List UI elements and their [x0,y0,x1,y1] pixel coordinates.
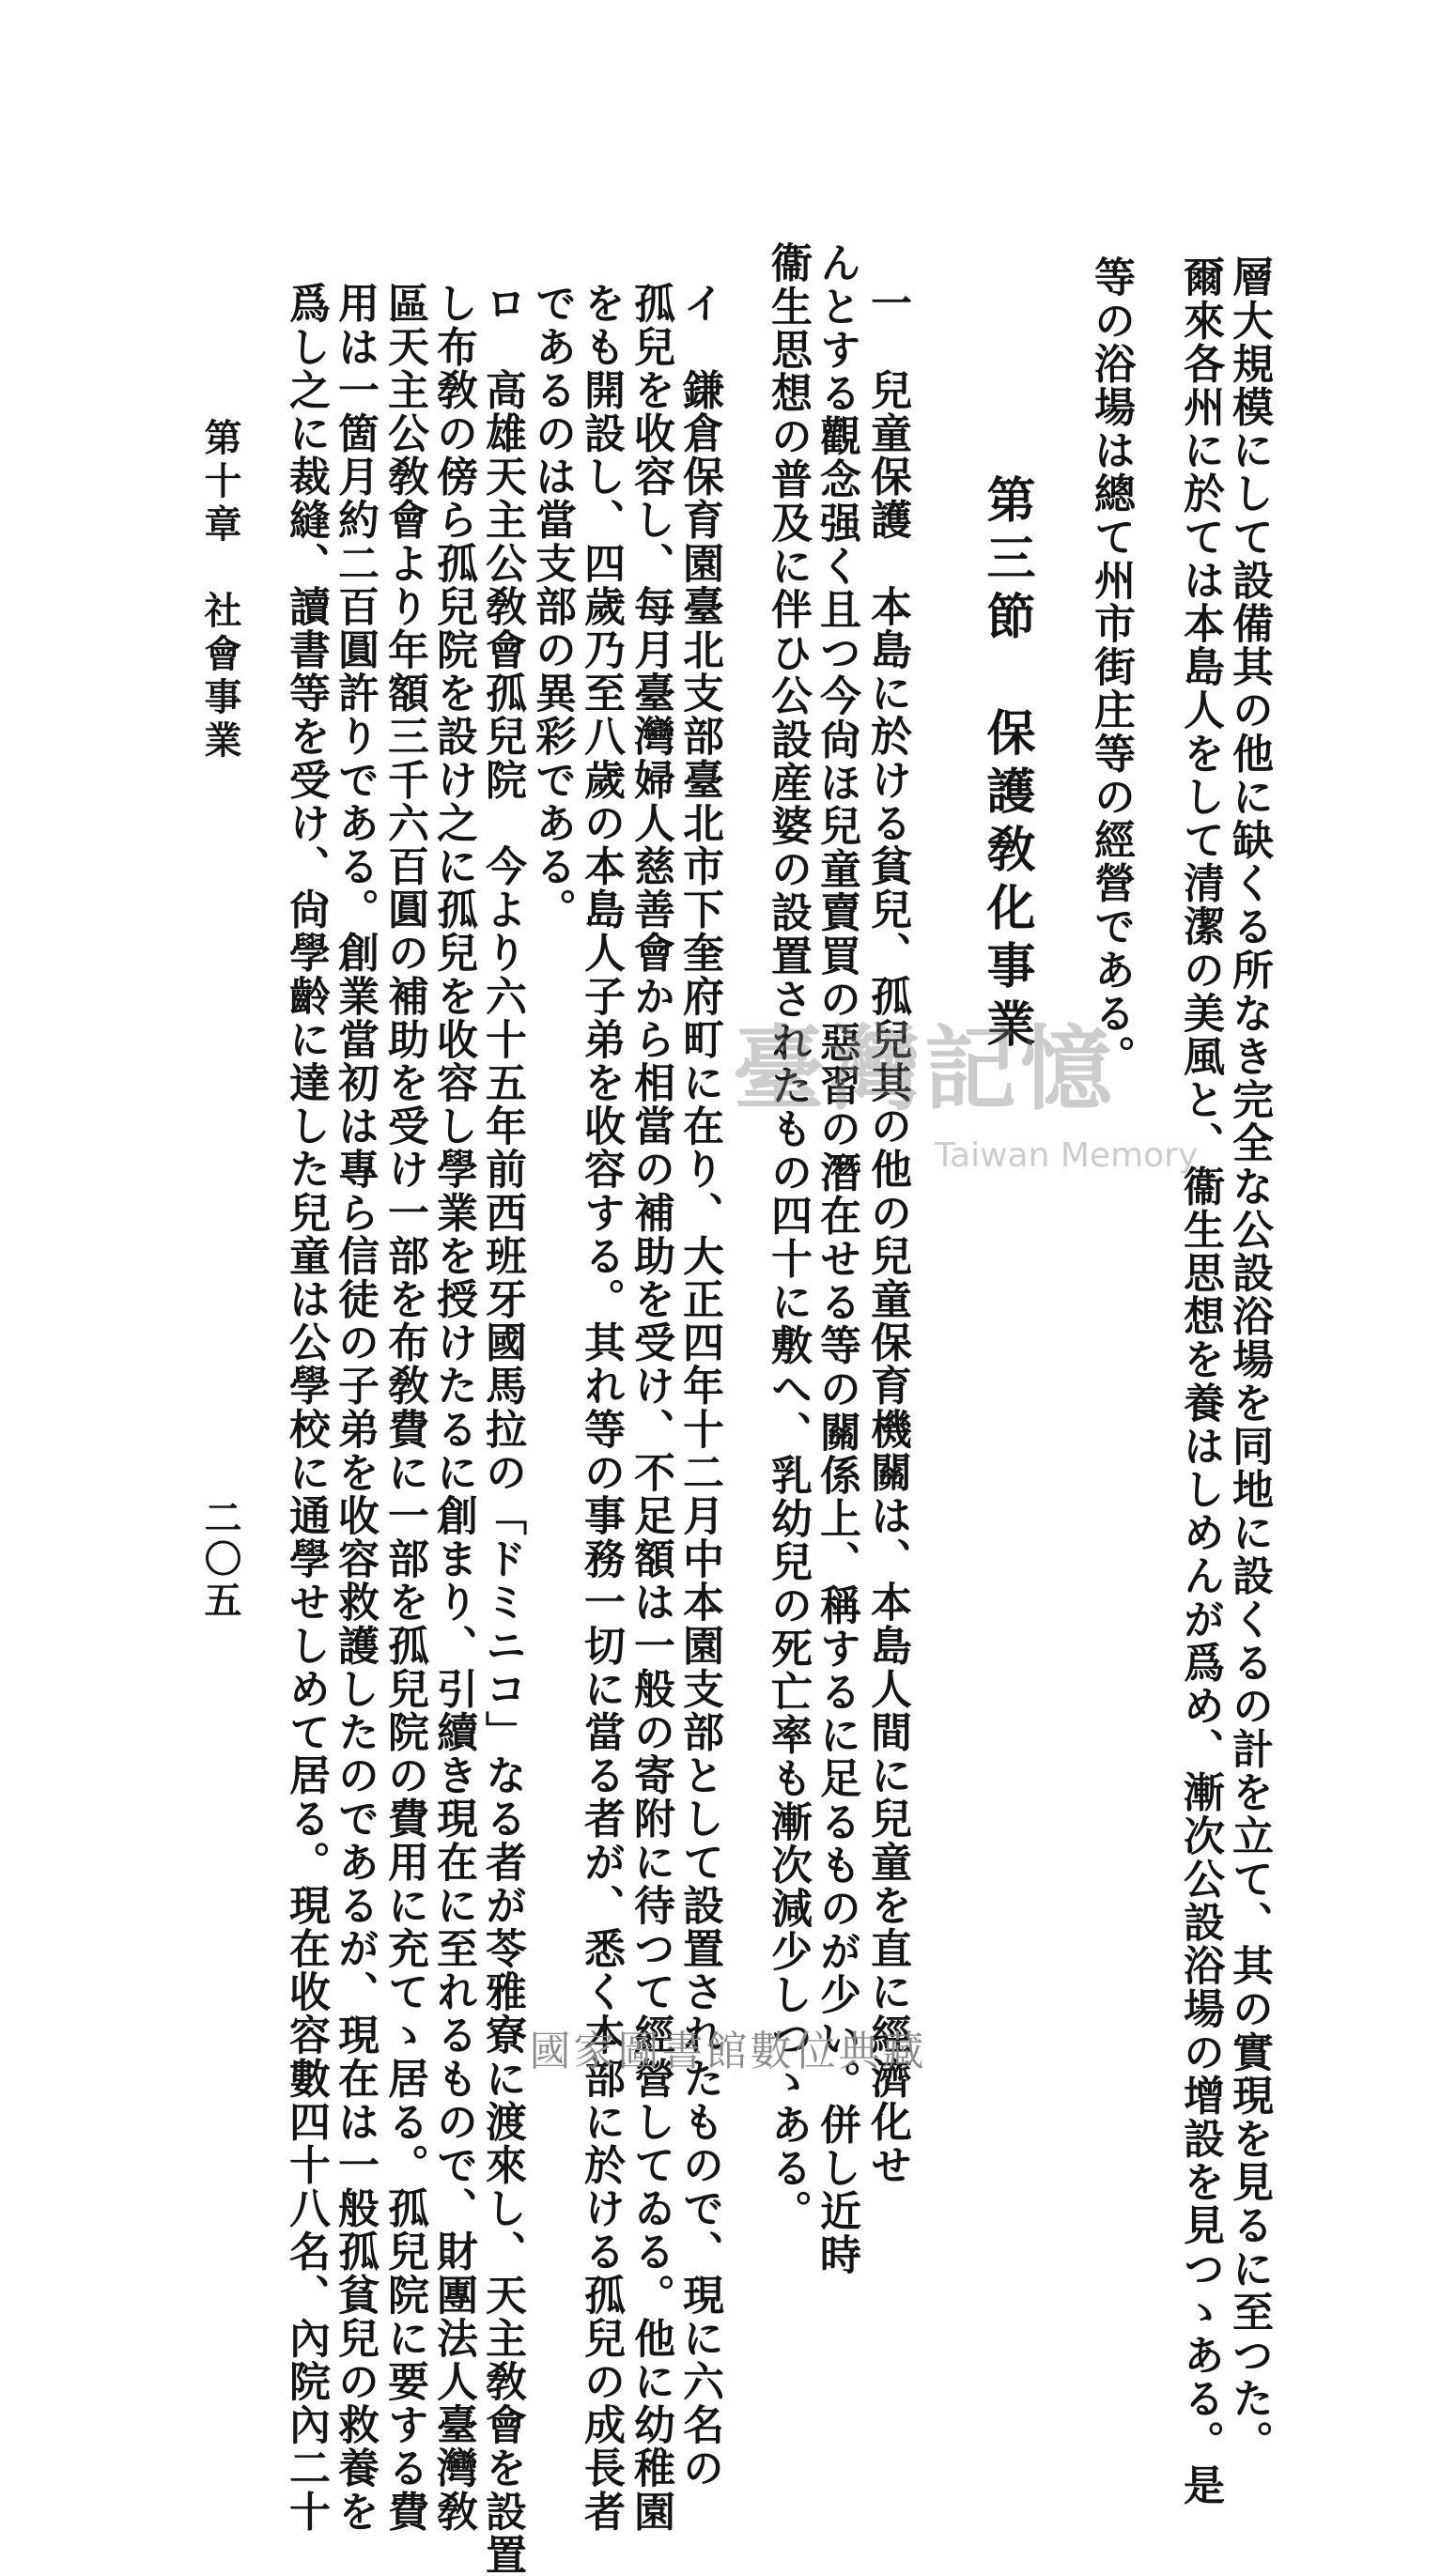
item-i-label: イ 鎌倉保育園臺北支部 [675,282,723,759]
text-column-11: 用は一箇月約二百圓許りである。創業當初は專ら信徒の子弟を收容救護したのであるが、現在は一般孤貧兒の救養を [331,282,379,2534]
watermark-logo [733,1015,1199,1211]
item-ro-column [478,282,526,2576]
library-caption: 國家圖書館數位典藏 [529,2028,927,2075]
text-column-10: 區天主公敎會より年額三千六百圓の補助を受け一部を布敎費に一部を孤兒院の費用に充てゝ居る。孤兒院に要する費 [380,282,428,2534]
text-column-12: 爲し之に裁縫、讀書等を受け、尙學齡に達した兒童は公學校に通學せしめて居る。現在收容數四十八名、內院內二十 [282,282,330,2534]
text-column-6: 孤兒を收容し、每月臺灣婦人慈善會から相當の補助を受け、不足額は一般の寄附に待つて經營してゐる。他に幼稚園 [627,282,674,2534]
item-1-label: 一 兒童保護 [863,282,911,542]
footer-chapter: 第十章 社會事業 [198,418,242,764]
watermark-chars: 臺灣記憶 [733,1015,1117,1123]
text-column-8: であるのは當支部の異彩である。 [528,282,576,932]
item-1-column [863,282,911,2187]
text-column-7: をも開設し、四歲乃至八歲の本島人子弟を收容する。其れ等の事務一切に當る者が、悉く本部に於ける孤兒の成長者 [577,282,625,2534]
watermark-english: Taiwan Memory [935,1136,1199,1175]
item-ro-text: 今より六十五年前西班牙國馬拉の「ドミニコ」なる者が苓雅寮に渡來し、天主敎會を設置 [478,844,526,2576]
text-column-5: んとする觀念强く且つ今尙ほ兒童賣買の惡習の潛在せる等の關係上、稱するに足るものが少い。併し近時 [813,241,860,2276]
section-heading: 第三節 保護敎化事業 [978,474,1035,1057]
item-ro-label: ロ 高雄天主公敎會孤兒院 [478,282,526,802]
item-i-text: 臺北市下奎府町に在り、大正四年十二月中本園支部として設置されたもので、現に六名の [675,758,723,2491]
page-number: 二〇五 [198,1498,242,1622]
item-1-text: 本島に於ける貧兒、孤兒其の他の兒童保育機關は、本島人間に兒童を直に經濟化せ [863,584,911,2187]
text-column-1: 層大規模にして設備其の他に缺くる所なき完全な公設浴場を同地に設くるの計を立て、其の實現を見るに至つた。 [1225,255,1273,2464]
item-i-column [675,282,723,2491]
text-column-4: 衞生思想の普及に伴ひ公設産婆の設置されたもの四十に敷へ、乳幼兒の死亡率も漸次減少しつゝある。 [764,241,812,2233]
text-column-2: 爾來各州に於ては本島人をして清潔の美風と、衞生思想を養はしめんが爲め、漸次公設浴場の增設を見つゝある。是 [1176,255,1224,2507]
text-column-9: し布敎の傍ら孤兒院を設け之に孤兒を收容し學業を授けたるに創まり、引續き現在に至れるもので、財團法人臺灣敎 [429,282,477,2534]
text-column-3: 等の浴場は總て州市街庄等の經營である。 [1087,255,1135,1078]
